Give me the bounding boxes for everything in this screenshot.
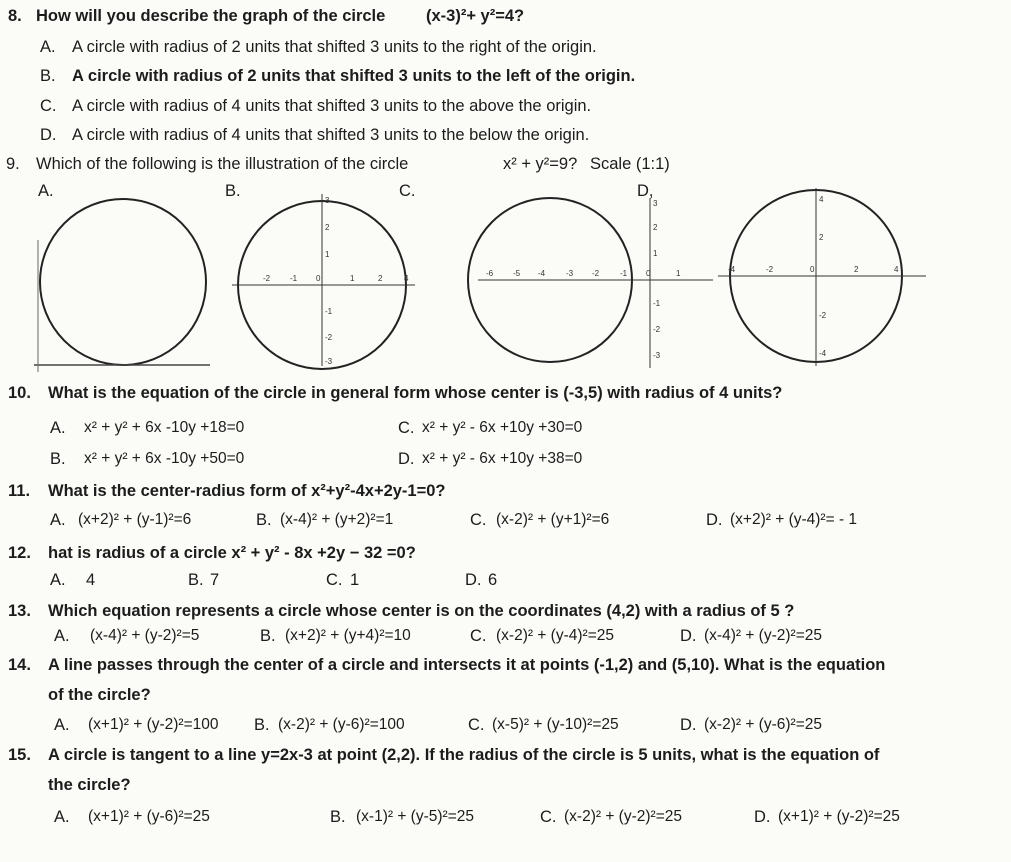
q10-option-c-letter[interactable]: C. <box>398 419 415 437</box>
figure-d-y-tick: -2 <box>819 311 827 320</box>
q10-stem: What is the equation of the circle in general form whose center is (-3,5) with radius of 4 units? <box>48 384 783 402</box>
figure-b-y-tick: -3 <box>325 357 333 366</box>
q9-figure-b <box>232 194 417 369</box>
figure-b-x-tick: 2 <box>378 274 383 283</box>
figure-c-y-tick: -3 <box>653 351 661 360</box>
q13-option-d-text: (x-4)² + (y-2)²=25 <box>704 627 822 644</box>
q9-stem: Which of the following is the illustration of the circle <box>36 155 409 173</box>
q8-option-c-letter[interactable]: C. <box>40 97 57 115</box>
figure-b-x-tick: -2 <box>263 274 271 283</box>
figure-c-y-tick: 1 <box>653 249 658 258</box>
figure-d-y-tick: 4 <box>819 195 824 204</box>
figure-d-x-tick: 0 <box>810 265 815 274</box>
figure-b-y-tick: -1 <box>325 307 333 316</box>
q15-option-c-text: (x-2)² + (y-2)²=25 <box>564 808 682 825</box>
figure-d-y-tick: 2 <box>819 233 824 242</box>
figure-c-x-tick: 1 <box>676 269 681 278</box>
q10-option-b-text: x² + y² + 6x -10y +50=0 <box>84 450 245 467</box>
q14-option-a-letter[interactable]: A. <box>54 716 70 734</box>
q9-equation: x² + y²=9? <box>503 155 578 173</box>
q8-stem: How will you describe the graph of the circle <box>36 7 386 25</box>
figure-c-y-tick: -2 <box>653 325 661 334</box>
q12-option-c-letter[interactable]: C. <box>326 571 343 589</box>
figure-a-circle <box>40 199 206 365</box>
q10-option-d-letter[interactable]: D. <box>398 450 415 468</box>
q12-option-b-letter[interactable]: B. <box>188 571 204 589</box>
q12-option-a-letter[interactable]: A. <box>50 571 66 589</box>
figure-d-x-tick: -4 <box>728 265 736 274</box>
q9-number: 9. <box>6 155 20 173</box>
q9-figure-d <box>718 188 928 368</box>
q13-option-c-text: (x-2)² + (y-4)²=25 <box>496 627 614 644</box>
figure-b-x-tick: 4 <box>404 274 409 283</box>
q10-option-c-text: x² + y² - 6x +10y +30=0 <box>422 419 583 436</box>
q9-figure-b-label[interactable]: B. <box>225 182 241 200</box>
figure-b-y-tick: 3 <box>325 196 330 205</box>
q14-stem-line-2: of the circle? <box>48 686 151 704</box>
figure-c-x-tick: -3 <box>566 269 574 278</box>
q11-option-c-letter[interactable]: C. <box>470 511 487 529</box>
q8-option-d-text: A circle with radius of 4 units that shifted 3 units to the below the origin. <box>72 126 590 144</box>
figure-c-x-tick: -6 <box>486 269 494 278</box>
q11-option-d-text: (x+2)² + (y-4)²= - 1 <box>730 511 858 528</box>
q9-figure-a <box>30 200 220 375</box>
q14-option-c-text: (x-5)² + (y-10)²=25 <box>492 716 619 733</box>
q11-option-a-text: (x+2)² + (y-1)²=6 <box>78 511 192 528</box>
q12-option-d-text: 6 <box>488 571 498 589</box>
q15-option-a-text: (x+1)² + (y-6)²=25 <box>88 808 210 825</box>
figure-c-y-tick: 2 <box>653 223 658 232</box>
q11-option-b-text: (x-4)² + (y+2)²=1 <box>280 511 394 528</box>
q14-option-b-letter[interactable]: B. <box>254 716 270 734</box>
q14-option-a-text: (x+1)² + (y-2)²=100 <box>88 716 219 733</box>
q13-option-a-letter[interactable]: A. <box>54 627 70 645</box>
q13-option-c-letter[interactable]: C. <box>470 627 487 645</box>
q15-option-c-letter[interactable]: C. <box>540 808 557 826</box>
q9-figure-c <box>478 198 718 370</box>
q11-stem: What is the center-radius form of x²+y²-4x+2y-1=0? <box>48 482 446 500</box>
figure-c-y-tick: 3 <box>653 199 658 208</box>
q15-option-b-letter[interactable]: B. <box>330 808 346 826</box>
q9-figure-c-label[interactable]: C. <box>399 182 416 200</box>
q10-option-a-text: x² + y² + 6x -10y +18=0 <box>84 419 245 436</box>
q9-figure-d-label[interactable]: D, <box>637 182 654 200</box>
q8-option-b-letter[interactable]: B. <box>40 67 56 85</box>
q8-option-b-text: A circle with radius of 2 units that shifted 3 units to the left of the origin. <box>72 67 636 85</box>
q14-option-d-letter[interactable]: D. <box>680 716 697 734</box>
figure-b-x-tick: -1 <box>290 274 298 283</box>
figure-d-x-tick: 4 <box>894 265 899 274</box>
q9-figure-a-label[interactable]: A. <box>38 182 54 200</box>
q15-number: 15. <box>8 746 31 764</box>
q12-option-b-text: 7 <box>210 571 220 589</box>
q8-option-d-letter[interactable]: D. <box>40 126 57 144</box>
q10-option-a-letter[interactable]: A. <box>50 419 66 437</box>
q8-option-a-letter[interactable]: A. <box>40 38 56 56</box>
q14-option-b-text: (x-2)² + (y-6)²=100 <box>278 716 405 733</box>
q11-option-c-text: (x-2)² + (y+1)²=6 <box>496 511 610 528</box>
q13-option-b-text: (x+2)² + (y+4)²=10 <box>285 627 411 644</box>
q12-option-d-letter[interactable]: D. <box>465 571 482 589</box>
q15-stem-line-1: A circle is tangent to a line y=2x-3 at point (2,2). If the radius of the circle is 5 units, what is the equation of <box>48 746 880 764</box>
q8-option-c-text: A circle with radius of 4 units that shifted 3 units to the above the origin. <box>72 97 592 115</box>
figure-b-x-tick: 1 <box>350 274 355 283</box>
figure-c-y-tick: -1 <box>653 299 661 308</box>
q12-option-c-text: 1 <box>350 571 360 589</box>
q14-option-c-letter[interactable]: C. <box>468 716 485 734</box>
figure-c-x-tick: -1 <box>620 269 628 278</box>
figure-d-x-tick: 2 <box>854 265 859 274</box>
q11-option-a-letter[interactable]: A. <box>50 511 66 529</box>
q11-number: 11. <box>8 482 31 500</box>
q13-option-d-letter[interactable]: D. <box>680 627 697 645</box>
q15-option-a-letter[interactable]: A. <box>54 808 70 826</box>
q13-number: 13. <box>8 602 31 620</box>
figure-b-y-tick: 2 <box>325 223 330 232</box>
q15-option-d-letter[interactable]: D. <box>754 808 771 826</box>
q8-equation: (x-3)²+ y²=4? <box>426 7 525 25</box>
q10-option-b-letter[interactable]: B. <box>50 450 66 468</box>
q12-stem: hat is radius of a circle x² + y² - 8x +2y − 32 =0? <box>48 544 416 562</box>
q9-scale: Scale (1:1) <box>590 155 670 173</box>
q13-option-b-letter[interactable]: B. <box>260 627 276 645</box>
figure-c-x-tick: -4 <box>538 269 546 278</box>
q14-stem-line-1: A line passes through the center of a circle and intersects it at points (-1,2) and (5,10). What is the equation <box>48 656 886 674</box>
q15-stem-line-2: the circle? <box>48 776 131 794</box>
q10-number: 10. <box>8 384 31 402</box>
q11-option-b-letter[interactable]: B. <box>256 511 272 529</box>
q15-option-d-text: (x+1)² + (y-2)²=25 <box>778 808 900 825</box>
q10-option-d-text: x² + y² - 6x +10y +38=0 <box>422 450 583 467</box>
figure-d-x-tick: -2 <box>766 265 774 274</box>
figure-b-x-tick: 0 <box>316 274 321 283</box>
q15-option-b-text: (x-1)² + (y-5)²=25 <box>356 808 474 825</box>
q13-stem: Which equation represents a circle whose center is on the coordinates (4,2) with a radius of 5 ? <box>48 602 795 620</box>
q8-number: 8. <box>8 7 22 25</box>
q12-number: 12. <box>8 544 31 562</box>
q13-option-a-text: (x-4)² + (y-2)²=5 <box>90 627 200 644</box>
q11-option-d-letter[interactable]: D. <box>706 511 723 529</box>
q8-option-a-text: A circle with radius of 2 units that shifted 3 units to the right of the origin. <box>72 38 597 56</box>
figure-d-y-tick: -4 <box>819 349 827 358</box>
figure-b-y-tick: -2 <box>325 333 333 342</box>
figure-b-y-tick: 1 <box>325 250 330 259</box>
figure-c-x-tick: 0 <box>646 269 651 278</box>
q12-option-a-text: 4 <box>86 571 96 589</box>
figure-c-x-tick: -2 <box>592 269 600 278</box>
q14-option-d-text: (x-2)² + (y-6)²=25 <box>704 716 822 733</box>
q14-number: 14. <box>8 656 31 674</box>
figure-c-x-tick: -5 <box>513 269 521 278</box>
